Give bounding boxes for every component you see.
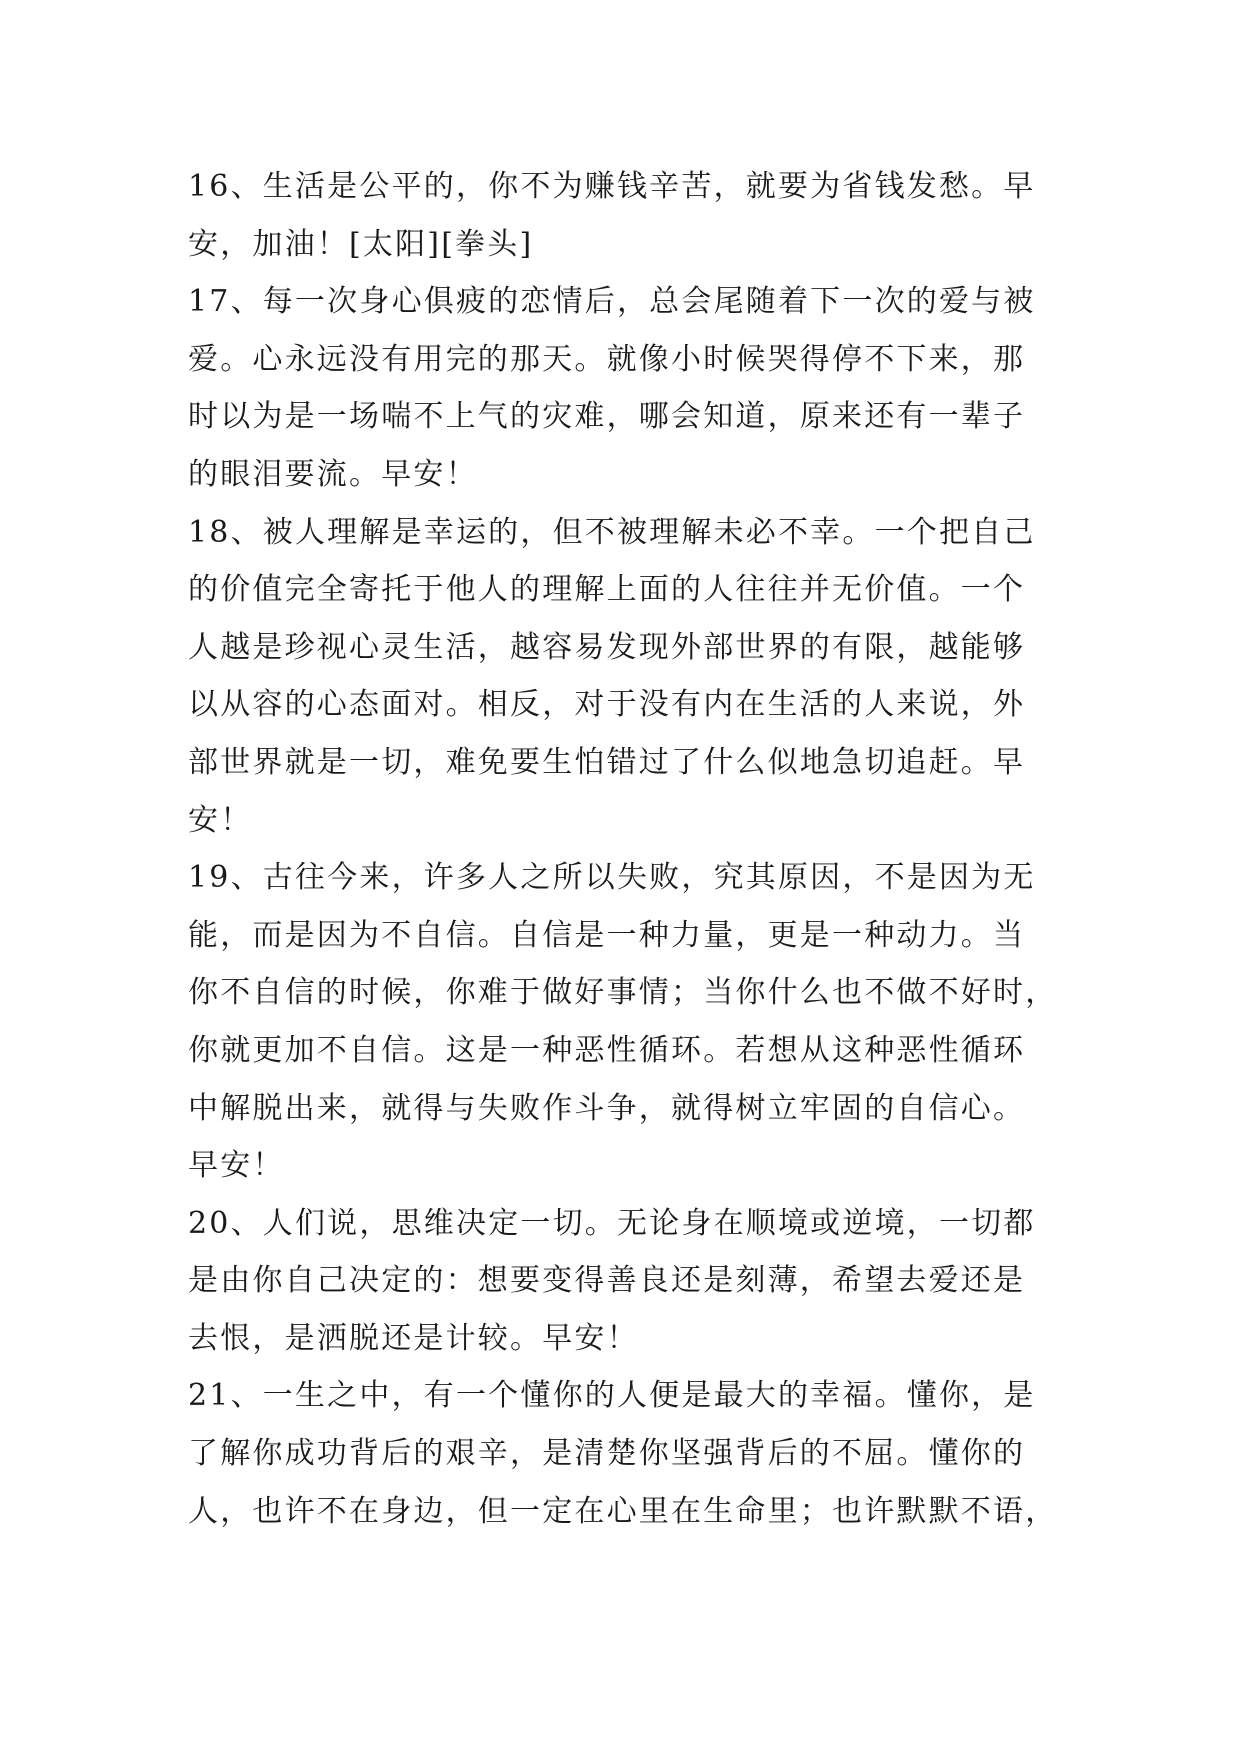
document-body	[188, 158, 1058, 1540]
text-line: 以从容的心态面对。相反，对于没有内在生活的人来说，外	[188, 687, 1026, 723]
text-line: 时以为是一场喘不上气的灾难，哪会知道，原来还有一辈子	[188, 399, 1026, 435]
text-line: 爱。心永远没有用完的那天。就像小时候哭得停不下来，那	[188, 341, 1026, 377]
text-line: 安，加油！[太阳][拳头]	[188, 226, 534, 262]
text-line: 了解你成功背后的艰辛，是清楚你坚强背后的不屈。懂你的	[188, 1436, 1026, 1472]
text-line: 能，而是因为不自信。自信是一种力量，更是一种动力。当	[188, 917, 1026, 953]
text-line: 人，也许不在身边，但一定在心里在生命里；也许默默不语，	[188, 1493, 1058, 1529]
text-line: 人越是珍视心灵生活，越容易发现外部世界的有限，越能够	[188, 629, 1026, 665]
text-line: 16、生活是公平的，你不为赚钱辛苦，就要为省钱发愁。早	[188, 169, 1036, 204]
text-line: 21、一生之中，有一个懂你的人便是最大的幸福。懂你，是	[188, 1378, 1036, 1414]
text-line: 中解脱出来，就得与失败作斗争，就得树立牢固的自信心。	[188, 1090, 1026, 1126]
text-line: 你就更加不自信。这是一种恶性循环。若想从这种恶性循环	[188, 1032, 1026, 1068]
text-line: 是由你自己决定的：想要变得善良还是刻薄，希望去爱还是	[188, 1263, 1026, 1299]
text-line: 的眼泪要流。早安！	[188, 456, 478, 492]
text-line: 部世界就是一切，难免要生怕错过了什么似地急切追赶。早	[188, 744, 1026, 780]
text-line: 19、古往今来，许多人之所以失败，究其原因，不是因为无	[188, 860, 1036, 896]
text-line: 去恨，是洒脱还是计较。早安！	[188, 1320, 639, 1356]
text-line: 你不自信的时候，你难于做好事情；当你什么也不做不好时，	[188, 975, 1058, 1011]
text-line: 18、被人理解是幸运的，但不被理解未必不幸。一个把自己	[188, 514, 1036, 550]
text-line: 20、人们说，思维决定一切。无论身在顺境或逆境，一切都	[188, 1205, 1036, 1241]
text-line: 早安！	[188, 1148, 285, 1184]
text-line: 安！	[188, 802, 253, 838]
text-line: 的价值完全寄托于他人的理解上面的人往往并无价值。一个	[188, 572, 1026, 608]
text-line: 17、每一次身心俱疲的恋情后，总会尾随着下一次的爱与被	[188, 284, 1036, 320]
